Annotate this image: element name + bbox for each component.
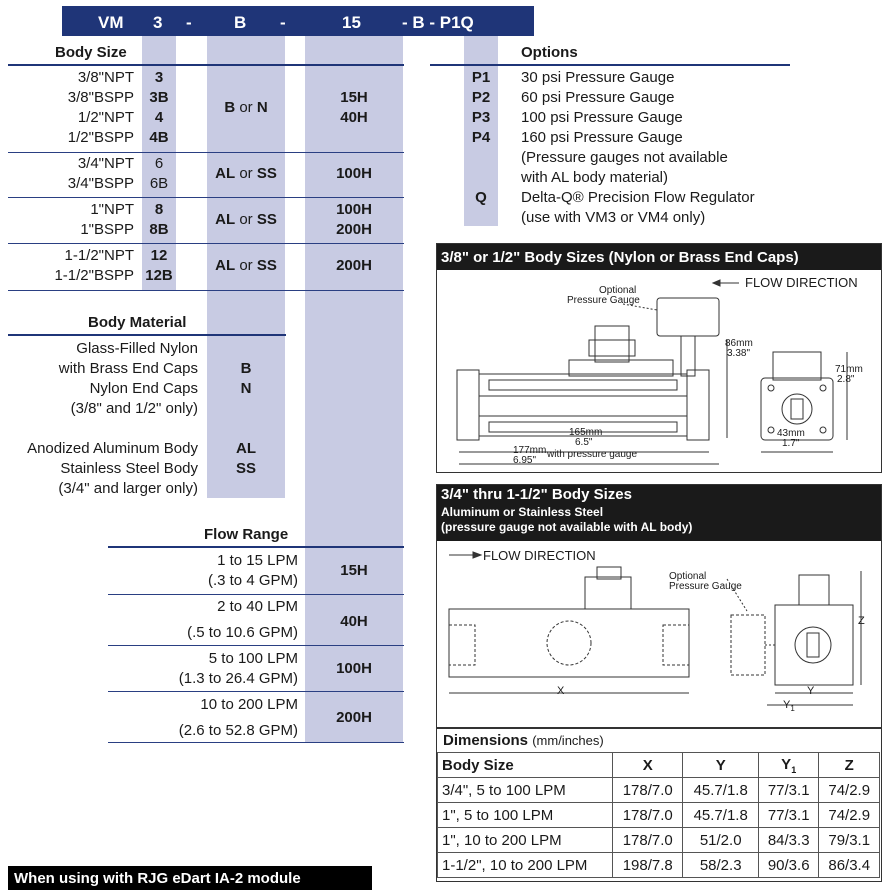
flow-direction-label: FLOW DIRECTION <box>745 275 858 290</box>
dim-y1-label: $Y_1$ <box>783 699 795 714</box>
size-label: 3/8"NPT <box>77 69 134 86</box>
model-code-header <box>62 6 534 36</box>
header-cell: Body Size <box>438 753 613 778</box>
table-cell: 178/7.0 <box>613 828 683 853</box>
edart-note-bar: When using with RJG eDart IA-2 module <box>8 866 372 890</box>
material-label: Anodized Aluminum Body <box>27 440 198 457</box>
size-label: 1/2"NPT <box>77 109 134 126</box>
table-cell: 77/3.1 <box>758 778 819 803</box>
diagram-small-title: 3/8" or 1/2" Body Sizes (Nylon or Brass End Caps) <box>437 244 881 270</box>
header-cell: $Y_1$ <box>758 753 819 778</box>
diagram-large-subtitle: Aluminum or Stainless Steel <box>441 505 604 519</box>
option-text: (use with VM3 or VM4 only) <box>521 209 706 226</box>
size-code: 4B <box>149 129 169 146</box>
material-label: Stainless Steel Body <box>60 460 198 477</box>
header-cell: Z <box>819 753 880 778</box>
material-label: (3/4" and larger only) <box>58 480 198 497</box>
option-text: with AL body material) <box>521 169 669 186</box>
dim-label: 1.7" <box>782 438 800 449</box>
table-row <box>438 828 880 853</box>
table-row <box>438 803 880 828</box>
option-text: Delta-Q® Precision Flow Regulator <box>521 189 755 206</box>
diagram-large-header <box>437 485 881 541</box>
flow-code: 200H <box>336 257 372 274</box>
dim-label: 2.8" <box>837 374 855 385</box>
flow-gpm: (.5 to 10.6 GPM) <box>187 624 298 641</box>
material-choice: B or N <box>224 99 268 116</box>
table-cell: 1", 10 to 200 LPM <box>438 828 613 853</box>
diagram-large-title: 3/4" thru 1-1/2" Body Sizes <box>441 486 632 503</box>
flow-code: 200H <box>336 709 372 726</box>
dim-label: 71mm <box>835 364 863 375</box>
size-code: 4 <box>154 109 164 126</box>
size-code: 6B <box>149 175 169 192</box>
option-text: 60 psi Pressure Gauge <box>521 89 675 106</box>
option-code: P3 <box>471 109 491 126</box>
flow-code: 15H <box>340 562 368 579</box>
flow-code: 40H <box>340 613 368 630</box>
table-cell: 74/2.9 <box>819 778 880 803</box>
dim-label: 177mm <box>513 445 547 456</box>
material-code: SS <box>235 460 256 477</box>
flow-code: 200H <box>336 221 372 238</box>
table-cell: 45.7/1.8 <box>683 803 758 828</box>
flow-lpm: 10 to 200 LPM <box>200 696 298 713</box>
flow-code: 100H <box>336 201 372 218</box>
table-cell: 77/3.1 <box>758 803 819 828</box>
table-cell: 3/4", 5 to 100 LPM <box>438 778 613 803</box>
dim-label: 43mm <box>777 428 805 439</box>
flow-code: 100H <box>336 165 372 182</box>
table-cell: 51/2.0 <box>683 828 758 853</box>
gauge-label: Pressure Gauge <box>567 295 640 306</box>
flow-code: 100H <box>336 660 372 677</box>
material-label: Nylon End Caps <box>89 380 198 397</box>
options-title: Options <box>521 44 578 61</box>
table-row <box>438 853 880 878</box>
size-label: 1"NPT <box>90 201 134 218</box>
table-header-row <box>438 753 880 778</box>
dim-label: 6.5" <box>575 437 593 448</box>
material-choice: AL or SS <box>215 211 277 228</box>
flow-meter-small-drawing <box>437 270 881 470</box>
table-cell: 1-1/2", 10 to 200 LPM <box>438 853 613 878</box>
table-cell: 84/3.3 <box>758 828 819 853</box>
option-code: P4 <box>471 129 491 146</box>
header-size: 3 <box>153 13 163 32</box>
table-cell: 86/3.4 <box>819 853 880 878</box>
body-material-title: Body Material <box>88 314 187 331</box>
header-dash2: - <box>280 13 286 32</box>
header-cell: X <box>613 753 683 778</box>
flow-column <box>305 36 403 742</box>
material-label: Glass-Filled Nylon <box>76 340 198 357</box>
table-cell: 79/3.1 <box>819 828 880 853</box>
flow-gpm: (1.3 to 26.4 GPM) <box>178 670 298 687</box>
diagram-large-body <box>436 484 882 728</box>
dim-y-label: Y <box>807 685 815 697</box>
dim-z-label: Z <box>858 615 865 627</box>
header-option: - B - P1Q <box>402 13 474 32</box>
diagram-small-body <box>436 243 882 473</box>
table-cell: 178/7.0 <box>613 778 683 803</box>
header-vm: VM <box>98 13 124 32</box>
size-label: 1-1/2"NPT <box>64 247 134 264</box>
flow-code: 40H <box>340 109 368 126</box>
size-code: 12B <box>145 267 173 284</box>
size-label: 3/4"BSPP <box>67 175 134 192</box>
dim-x-label: X <box>557 685 565 697</box>
size-code: 8B <box>149 221 169 238</box>
gauge-label: Optional <box>599 285 637 296</box>
table-row <box>438 778 880 803</box>
table-cell: 58/2.3 <box>683 853 758 878</box>
size-code: 6 <box>154 155 164 172</box>
flow-gpm: (2.6 to 52.8 GPM) <box>178 722 298 739</box>
table-cell: 178/7.0 <box>613 803 683 828</box>
option-code: P1 <box>471 69 491 86</box>
table-cell: 45.7/1.8 <box>683 778 758 803</box>
size-label: 1"BSPP <box>80 221 134 238</box>
size-label: 1-1/2"BSPP <box>54 267 134 284</box>
material-code: AL <box>236 440 256 457</box>
flow-direction-label: FLOW DIRECTION <box>483 548 596 563</box>
flow-range-title: Flow Range <box>204 526 289 543</box>
size-code: 3 <box>154 69 164 86</box>
size-label: 3/8"BSPP <box>67 89 134 106</box>
body-size-title: Body Size <box>55 44 127 61</box>
size-code: 3B <box>149 89 169 106</box>
header-flow: 15 <box>342 13 361 32</box>
size-code: 12 <box>150 247 168 264</box>
dimensions-title: Dimensions (mm/inches) <box>443 732 604 749</box>
option-text: 100 psi Pressure Gauge <box>521 109 683 126</box>
flow-lpm: 1 to 15 LPM <box>217 552 298 569</box>
material-choice: AL or SS <box>215 165 277 182</box>
option-text: (Pressure gauges not available <box>521 149 728 166</box>
material-label: (3/8" and 1/2" only) <box>70 400 198 417</box>
option-text: 30 psi Pressure Gauge <box>521 69 675 86</box>
diagram-large-subtitle: (pressure gauge not available with AL body) <box>441 520 693 534</box>
dim-label: 6.95" <box>513 455 537 466</box>
flow-meter-large-drawing <box>437 541 881 725</box>
option-code: P2 <box>471 89 491 106</box>
material-label: with Brass End Caps <box>58 360 198 377</box>
size-label: 1/2"BSPP <box>67 129 134 146</box>
table-cell: 90/3.6 <box>758 853 819 878</box>
flow-gpm: (.3 to 4 GPM) <box>207 572 298 589</box>
dim-label: 3.38" <box>727 348 751 359</box>
table-cell: 74/2.9 <box>819 803 880 828</box>
dimensions-table <box>437 752 880 878</box>
header-cell: Y <box>683 753 758 778</box>
dim-label: with pressure gauge <box>547 449 638 460</box>
size-code: 8 <box>154 201 164 218</box>
dim-label: 86mm <box>725 338 753 349</box>
material-code: N <box>240 380 252 397</box>
dim-label: 165mm <box>569 427 603 438</box>
flow-lpm: 2 to 40 LPM <box>217 598 298 615</box>
gauge-label: Pressure Gauge <box>669 581 742 592</box>
gauge-label: Optional <box>669 571 707 582</box>
header-dash1: - <box>186 13 192 32</box>
table-cell: 1", 5 to 100 LPM <box>438 803 613 828</box>
table-cell: 198/7.8 <box>613 853 683 878</box>
header-material: B <box>234 13 247 32</box>
flow-lpm: 5 to 100 LPM <box>208 650 298 667</box>
option-code: Q <box>475 189 487 206</box>
option-text: 160 psi Pressure Gauge <box>521 129 683 146</box>
material-code: B <box>240 360 252 377</box>
size-label: 3/4"NPT <box>77 155 134 172</box>
flow-code: 15H <box>340 89 368 106</box>
material-choice: AL or SS <box>215 257 277 274</box>
